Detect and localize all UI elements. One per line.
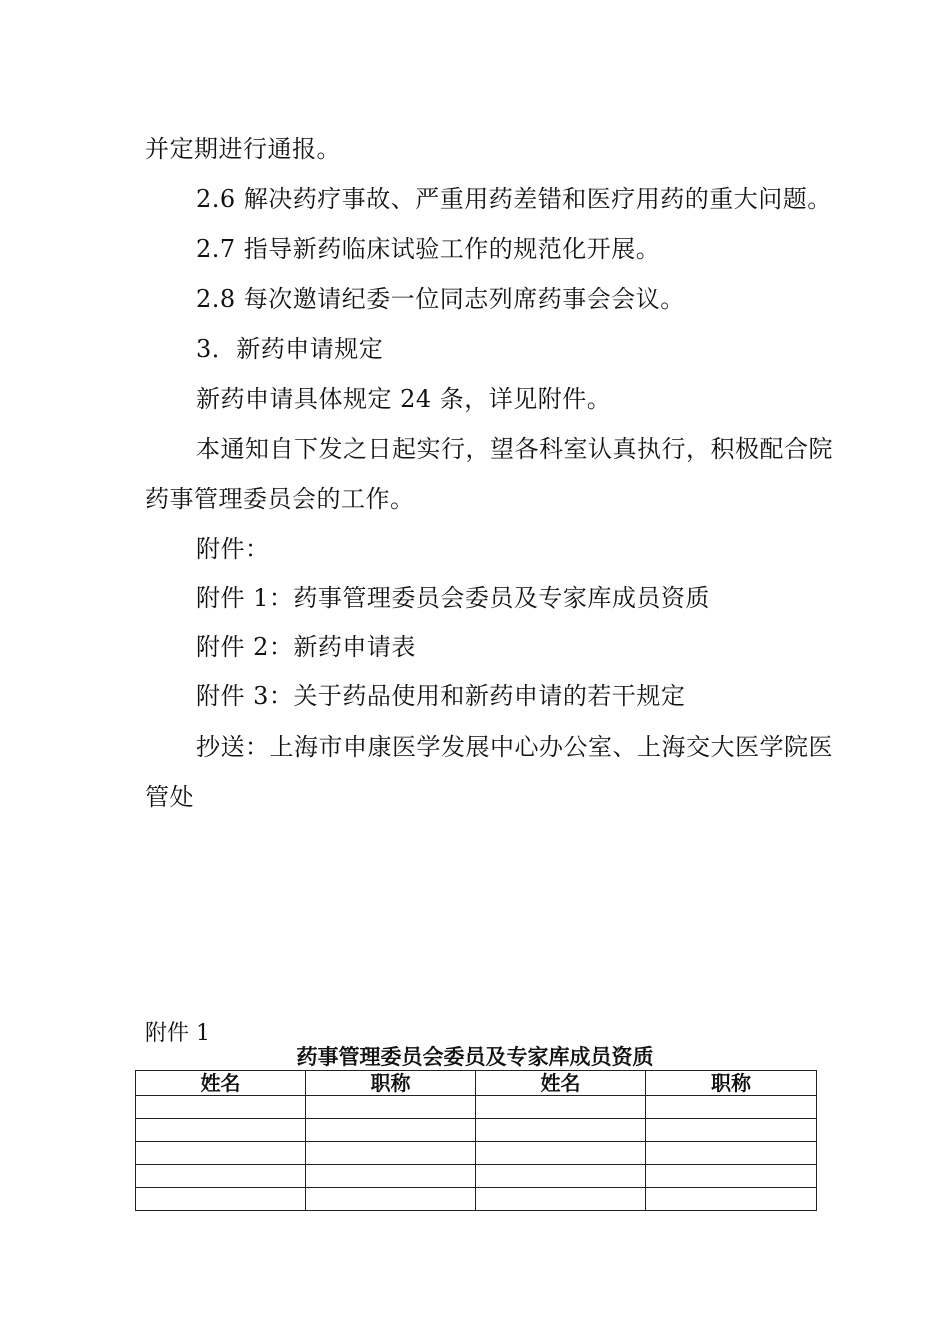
paragraph-line: 药事管理委员会的工作。	[145, 485, 415, 513]
paragraph-line: 本通知自下发之日起实行，望各科室认真执行，积极配合院	[196, 435, 833, 463]
table-cell	[646, 1142, 817, 1165]
table-cell	[306, 1165, 476, 1188]
table-cell	[646, 1119, 817, 1142]
attachments-heading: 附件：	[196, 535, 270, 563]
table-cell	[136, 1142, 306, 1165]
table-cell	[306, 1188, 476, 1211]
cc-line: 管处	[145, 783, 194, 811]
attachment-item: 附件 1：药事管理委员会委员及专家库成员资质	[196, 584, 710, 612]
section-heading: 3．新药申请规定	[196, 335, 384, 363]
table-row	[136, 1165, 817, 1188]
table-title: 药事管理委员会委员及专家库成员资质	[296, 1045, 654, 1069]
table-row	[136, 1188, 817, 1211]
table-cell	[476, 1119, 646, 1142]
table-header-row	[136, 1071, 817, 1096]
attachment-item: 附件 2：新药申请表	[196, 633, 416, 661]
table-cell	[476, 1142, 646, 1165]
table-row	[136, 1142, 817, 1165]
column-header-name: 姓名	[136, 1071, 306, 1096]
paragraph-line: 新药申请具体规定 24 条，详见附件。	[196, 385, 612, 413]
paragraph-line: 2.8 每次邀请纪委一位同志列席药事会会议。	[196, 285, 685, 313]
table-row	[136, 1119, 817, 1142]
paragraph-line: 2.6 解决药疗事故、严重用药差错和医疗用药的重大问题。	[196, 185, 832, 213]
column-header-name: 姓名	[476, 1071, 646, 1096]
table-cell	[646, 1096, 817, 1119]
paragraph-line: 2.7 指导新药临床试验工作的规范化开展。	[196, 235, 661, 263]
table-cell	[646, 1188, 817, 1211]
table-cell	[476, 1165, 646, 1188]
member-qualification-table	[135, 1070, 817, 1211]
table-cell	[306, 1119, 476, 1142]
table-cell	[476, 1096, 646, 1119]
table-cell	[306, 1142, 476, 1165]
cc-line: 抄送：上海市申康医学发展中心办公室、上海交大医学院医	[196, 733, 833, 761]
table-cell	[476, 1188, 646, 1211]
table-cell	[646, 1165, 817, 1188]
paragraph-line: 并定期进行通报。	[145, 135, 341, 163]
attachment-label: 附件 1	[145, 1021, 210, 1046]
attachment-item: 附件 3：关于药品使用和新药申请的若干规定	[196, 682, 686, 710]
table-cell	[136, 1119, 306, 1142]
table-cell	[136, 1188, 306, 1211]
column-header-title: 职称	[306, 1071, 476, 1096]
table-cell	[306, 1096, 476, 1119]
table-cell	[136, 1165, 306, 1188]
table-cell	[136, 1096, 306, 1119]
table-row	[136, 1096, 817, 1119]
column-header-title: 职称	[646, 1071, 817, 1096]
